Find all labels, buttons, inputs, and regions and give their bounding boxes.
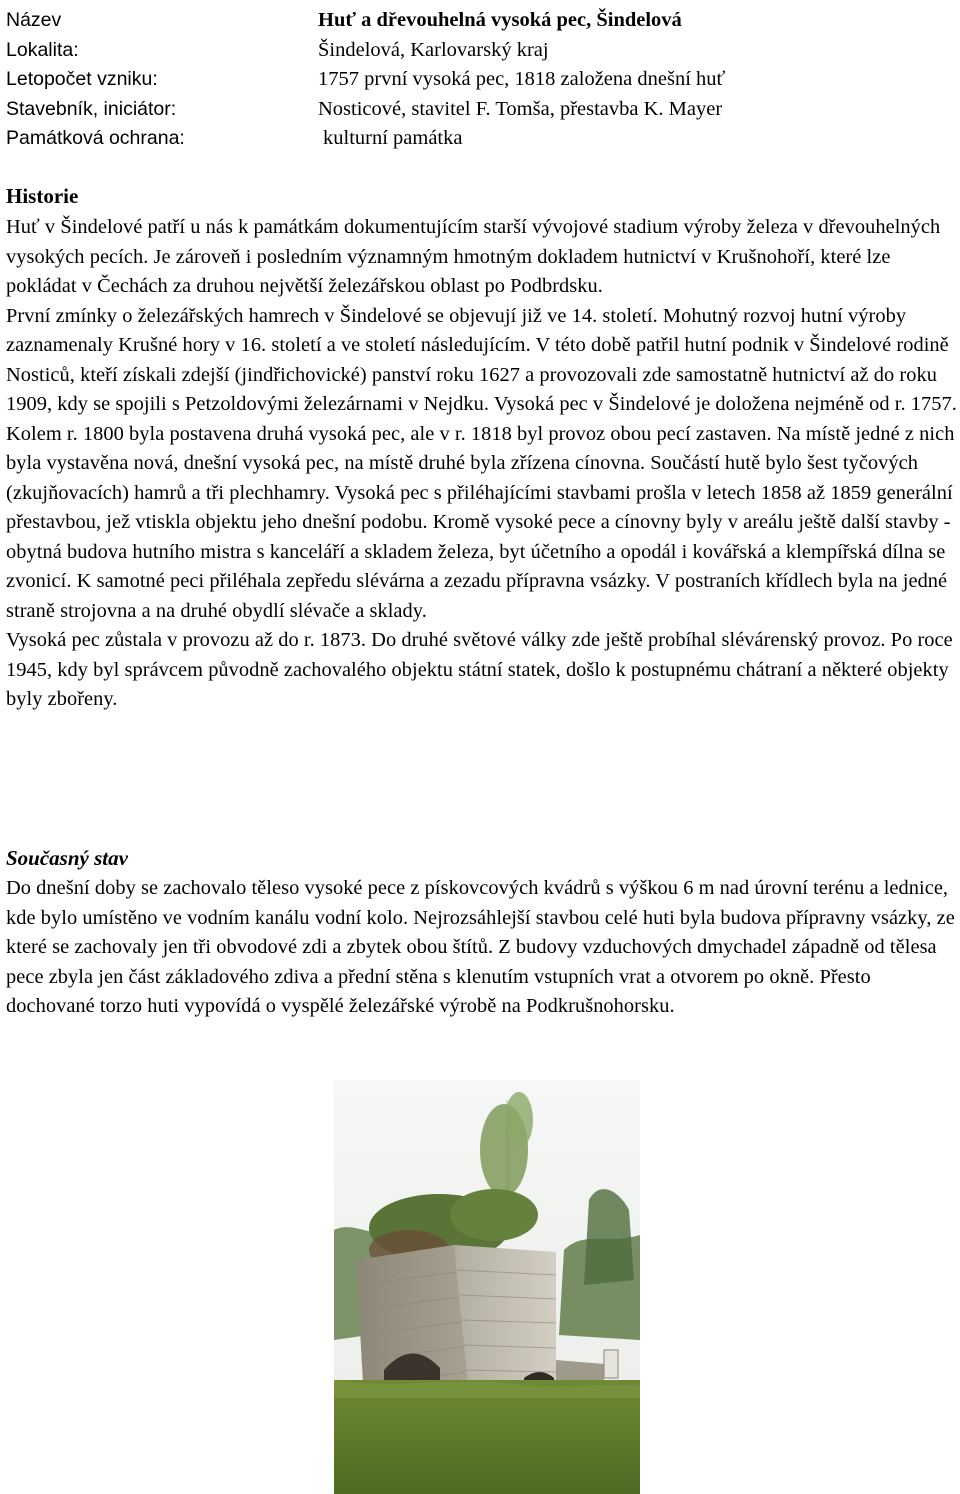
info-value: Nosticové, stavitel F. Tomša, přestavba K. Mayer <box>318 97 723 120</box>
info-value: 1757 první vysoká pec, 1818 založena dnešní huť <box>318 68 726 90</box>
current-state-heading: Současný stav <box>6 846 128 870</box>
info-row-protection <box>6 124 956 154</box>
info-row-builder <box>6 95 956 125</box>
history-text <box>6 213 958 715</box>
info-value: kulturní památka <box>323 127 463 149</box>
history-heading: Historie <box>6 184 79 208</box>
history-paragraph: Vysoká pec zůstala v provozu až do r. 1873. Do druhé světové války zde ještě probíhal slévárenský provoz. Po roce 1945, kdy byl správcem původně zachovalého objektu státní statek, došlo k postupnému chátraní a některé objekty byly zbořeny. <box>6 629 953 710</box>
info-label: Stavebník, iniciátor: <box>6 97 177 120</box>
info-label: Lokalita: <box>6 38 79 61</box>
blast-furnace-image <box>334 1080 640 1494</box>
info-label: Památková ochrana: <box>6 127 185 149</box>
info-table <box>6 6 956 154</box>
history-paragraph: První zmínky o železářských hamrech v Šindelové se objevují již ve 14. století. Mohutný rozvoj hutní výroby zaznamenaly Krušné hory v 16. století a ve století následujícím. V této době patřil hutní podnik v Šindelové rodině Nosticů, kteří získali zdejší (jindřichovické) panství roku 1627 a provozovali zde samostatně hutnictví až do roku 1909, kdy se spojili s Petzoldovými železárnami v Nejdku. Vysoká pec v Šindelové je doložena nejméně od r. 1757. Kolem r. 1800 byla postavena druhá vysoká pec, ale v r. 1818 byl provoz obou pecí zastaven. Na místě jedné z nich byla vystavěna nová, dnešní vysoká pec, na místě druhé byla zřízena cínovna. Součástí hutě bylo šest tyčových (zkujňovacích) hamrů a tři plechhamry. Vysoká pec s přiléhajícími stavbami prošla v letech 1858 až 1859 generální přestavbou, jež vtiskla objektu jeho dnešní podobu. Kromě vysoké pece a cínovny byly v areálu ještě další stavby - obytná budova hutního mistra s kanceláří a skladem železa, byt účetního a opodál i kovářská a klempířská dílna se zvonicí. K samotné peci přiléhala zepředu slévárna a zezadu přípravna vsázky. V postraních křídlech byla na jedné straně strojovna a na druhé obydlí slévače a sklady. <box>6 304 957 622</box>
current-state-text <box>6 874 958 1022</box>
info-label: Název <box>6 9 62 31</box>
info-row-name <box>6 6 956 36</box>
history-paragraph: Huť v Šindelové patří u nás k památkám dokumentujícím starší vývojové stadium výroby železa v dřevouhelných vysokých pecích. Je zároveň i posledním významným hmotným dokladem hutnictví v Krušnohoří, které lze pokládat v Čechách za druhou největší železářskou oblast po Podbrdsku. <box>6 216 941 297</box>
info-value: Huť a dřevouhelná vysoká pec, Šindelová <box>318 9 682 31</box>
info-label: Letopočet vzniku: <box>6 68 158 90</box>
info-value: Šindelová, Karlovarský kraj <box>318 38 549 61</box>
current-state-paragraph: Do dnešní doby se zachovalo těleso vysoké pece z pískovcových kvádrů s výškou 6 m nad úrovní terénu a lednice, kde bylo umístěno ve vodním kanálu vodní kolo. Nejrozsáhlejší stavbou celé huti byla budova přípravny vsázky, ze které se zachovaly jen tři obvodové zdi a zbytek obou štítů. Z budovy vzduchových dmychadel západně od tělesa pece zbyla jen část základového zdiva a přední stěna s klenutím vstupních vrat a otvorem po okně. Přesto dochované torzo huti vypovídá o vyspělé železářské výrobě na Podkrušnohorsku. <box>6 877 955 1017</box>
info-row-year <box>6 65 956 95</box>
blast-furnace-photo <box>334 1080 640 1494</box>
info-row-locality <box>6 36 956 66</box>
